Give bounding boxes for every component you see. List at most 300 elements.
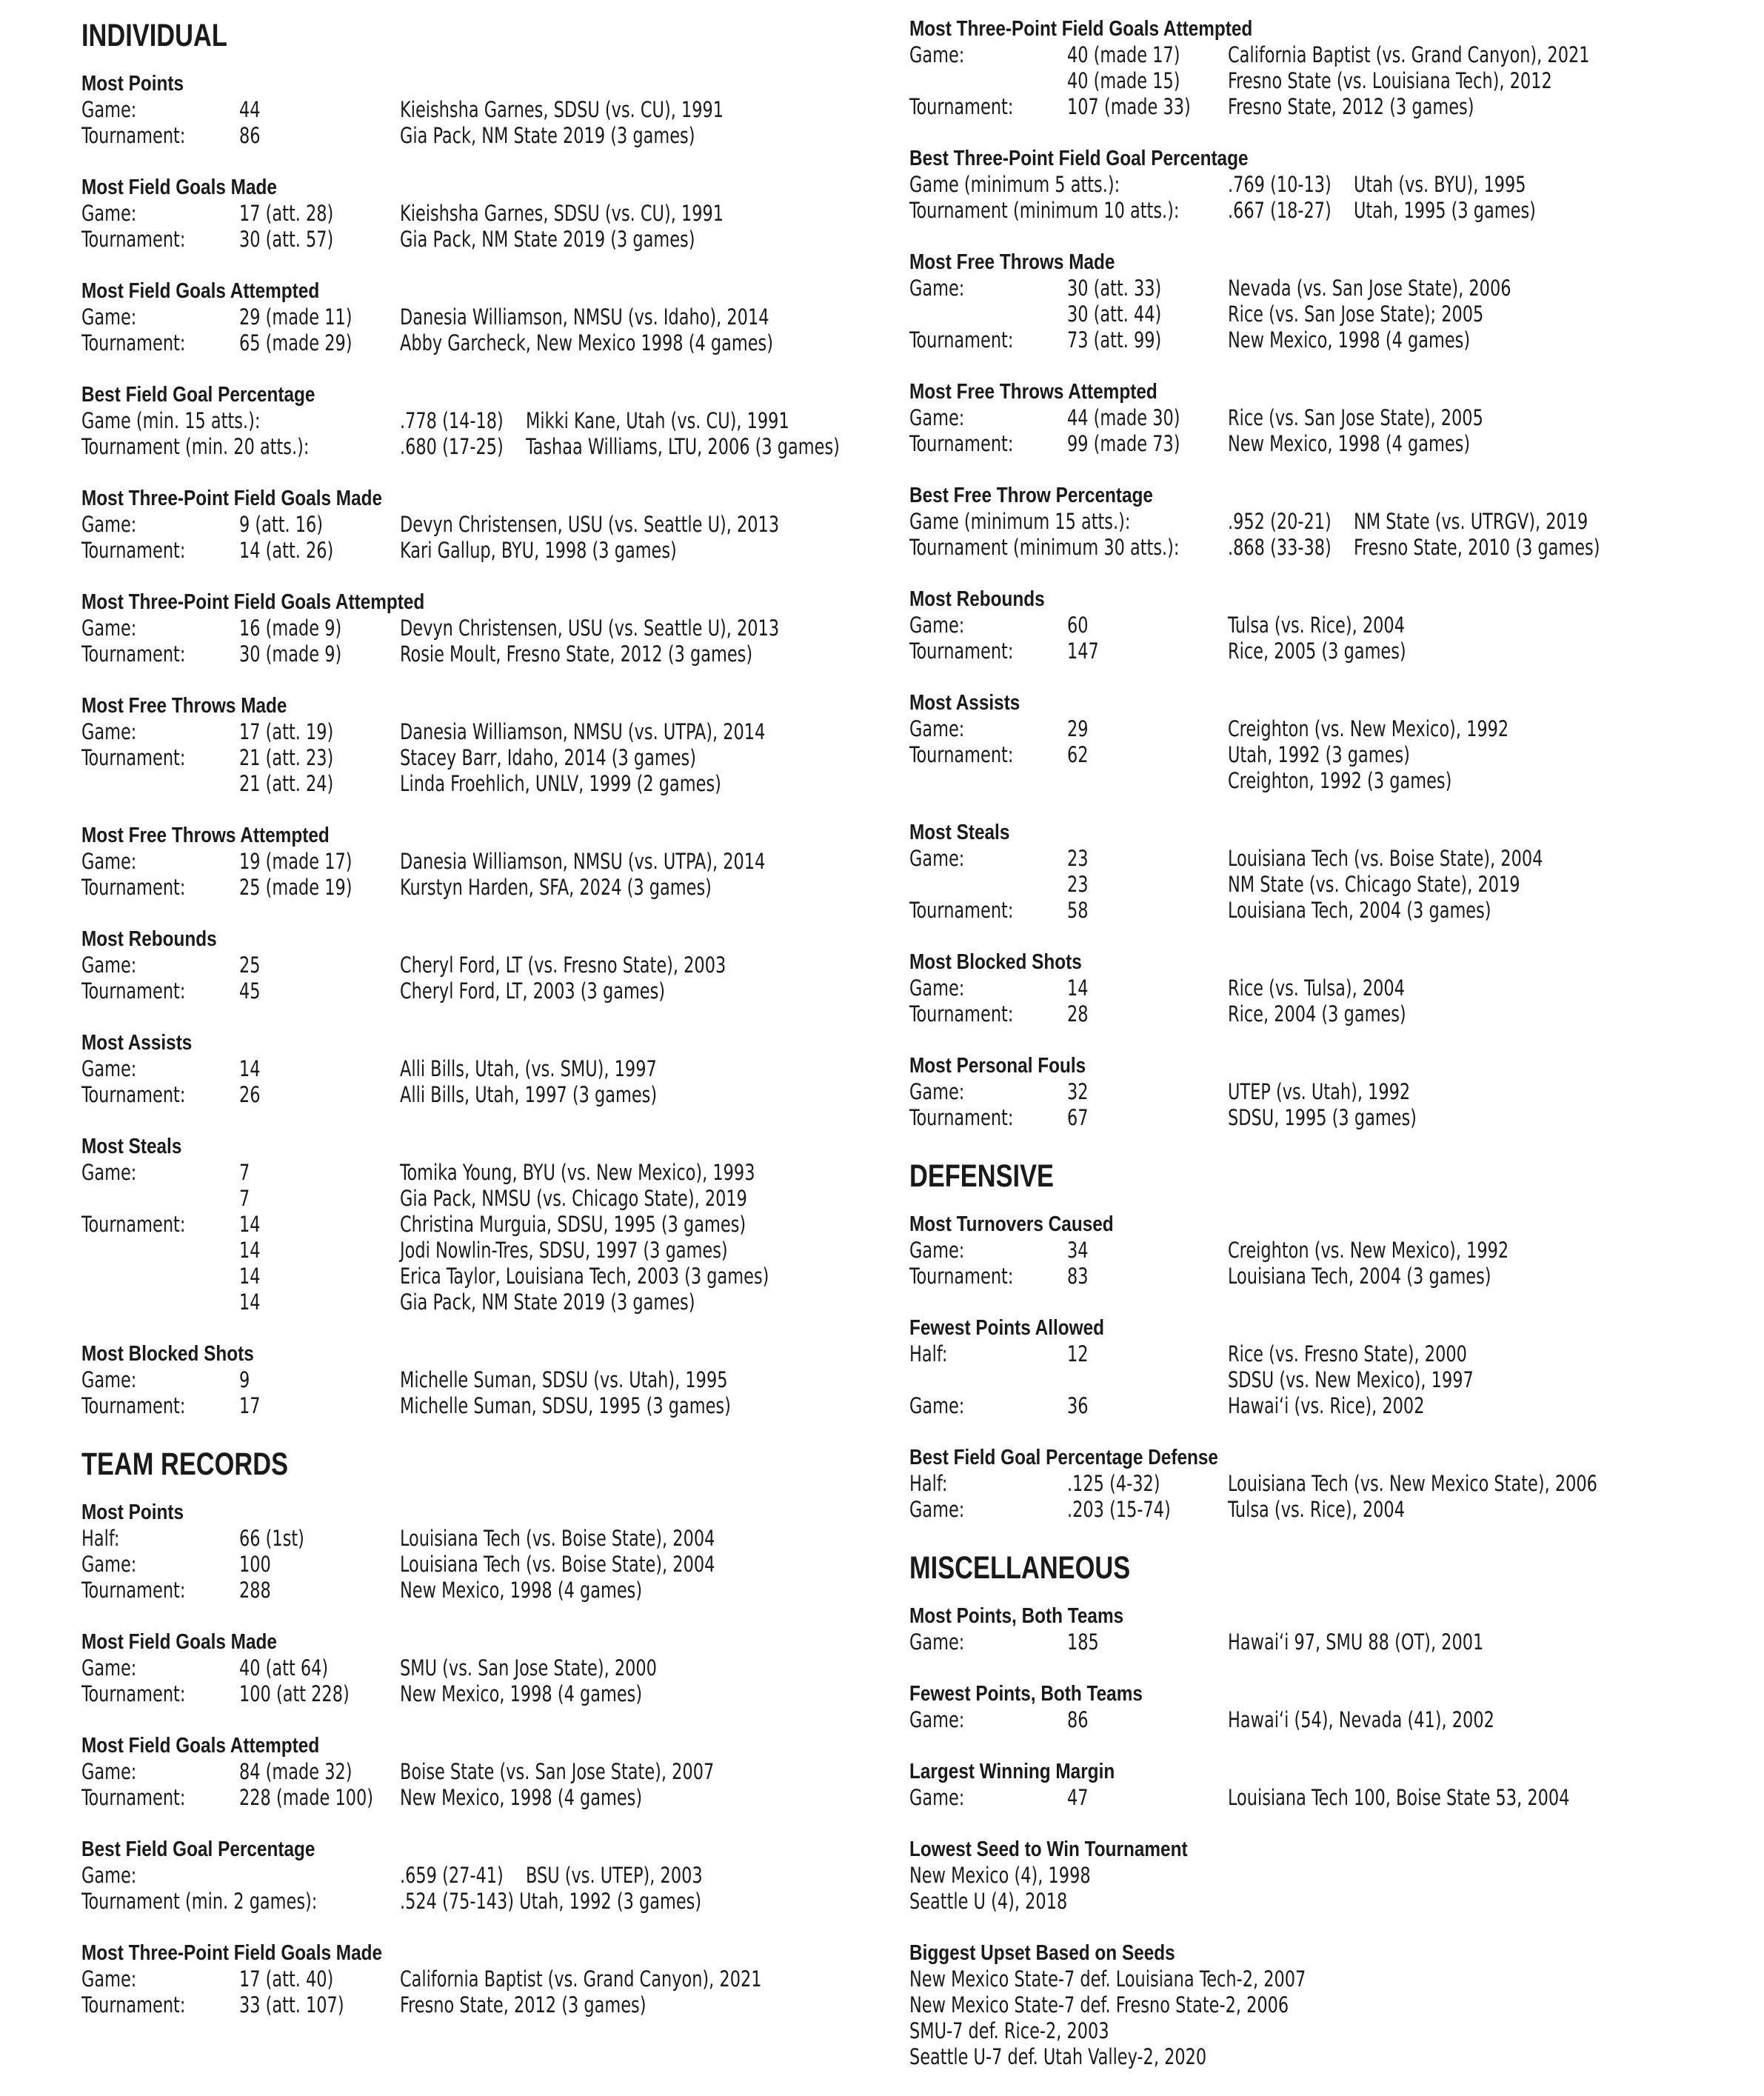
record-row xyxy=(81,1578,881,1603)
record-label: Game: xyxy=(909,276,965,301)
record-row xyxy=(909,1785,1739,1811)
record-holder: Stacey Barr, Idaho, 2014 (3 games) xyxy=(400,745,697,770)
record-holder: Cheryl Ford, LT (vs. Fresno State), 2003 xyxy=(400,952,726,978)
right-column xyxy=(909,16,1739,2096)
record-category-title: Fewest Points Allowed xyxy=(909,1316,1105,1340)
record-row xyxy=(909,613,1739,638)
record-category-title: Most Free Throws Made xyxy=(909,250,1115,274)
record-value: 36 xyxy=(1067,1393,1089,1418)
record-label: Tournament: xyxy=(909,742,1014,767)
section-title-defensive: DEFENSIVE xyxy=(909,1158,1054,1194)
record-holder: Rice, 2005 (3 games) xyxy=(1228,638,1406,664)
record-category-title: Best Field Goal Percentage xyxy=(81,383,315,407)
record-row xyxy=(909,1367,1739,1393)
record-category-title: Most Blocked Shots xyxy=(909,950,1082,974)
record-row xyxy=(81,512,881,538)
record-holder: Tomika Young, BYU (vs. New Mexico), 1993 xyxy=(400,1160,755,1185)
record-row xyxy=(81,1289,881,1315)
record-holder: Kurstyn Harden, SFA, 2024 (3 games) xyxy=(400,875,712,900)
record-groups xyxy=(81,71,881,1419)
record-value: 34 xyxy=(1067,1238,1089,1263)
record-value: 30 (att. 33) xyxy=(1067,276,1162,301)
record-row xyxy=(909,172,1739,198)
record-value: 30 (att. 57) xyxy=(239,227,334,252)
record-group xyxy=(81,693,881,797)
record-row xyxy=(81,227,881,253)
record-label: Tournament: xyxy=(909,638,1014,664)
record-value: 9 (att. 16) xyxy=(239,512,324,537)
record-holder: Devyn Christensen, USU (vs. Seattle U), 2013 xyxy=(400,615,780,641)
record-row xyxy=(81,123,881,149)
record-row xyxy=(909,1629,1739,1655)
record-row xyxy=(909,431,1739,457)
team-records-continued-section xyxy=(909,16,1739,1131)
record-value: 86 xyxy=(239,123,261,148)
record-row xyxy=(909,975,1739,1001)
record-label: Game: xyxy=(81,512,137,537)
record-group xyxy=(909,1603,1739,1655)
record-label: Tournament: xyxy=(81,1578,186,1603)
record-value: 47 xyxy=(1067,1785,1089,1810)
record-value: 14 xyxy=(239,1238,261,1263)
record-label: Tournament: xyxy=(909,1264,1014,1289)
record-category-title: Most Field Goals Made xyxy=(81,176,277,199)
record-row xyxy=(909,1001,1739,1027)
record-group xyxy=(909,1445,1739,1523)
record-label: Game: xyxy=(909,975,965,1001)
record-group xyxy=(81,1341,881,1419)
record-label: Game: xyxy=(81,1759,137,1784)
record-holder: Rosie Moult, Fresno State, 2012 (3 games) xyxy=(400,641,753,667)
record-label: Game (min. 15 atts.): xyxy=(81,408,261,433)
record-row xyxy=(81,408,881,434)
record-category-title: Best Field Goal Percentage Defense xyxy=(909,1446,1218,1469)
record-category-title: Most Steals xyxy=(81,1135,182,1158)
record-label: New Mexico State-7 def. Fresno State-2, 2006 xyxy=(909,1992,1289,2017)
record-holder: Hawai‘i (54), Nevada (41), 2002 xyxy=(1228,1707,1494,1732)
record-category-title: Most Rebounds xyxy=(81,927,217,951)
record-value: 32 xyxy=(1067,1079,1089,1104)
record-holder: Fresno State, 2012 (3 games) xyxy=(1228,94,1474,119)
record-row xyxy=(81,1056,881,1082)
record-label: Game (minimum 5 atts.): xyxy=(909,172,1120,197)
record-label: Tournament: xyxy=(81,1082,186,1107)
record-row xyxy=(909,1264,1739,1289)
record-label: Game: xyxy=(909,1393,965,1418)
record-value: 14 xyxy=(239,1289,261,1315)
record-value: 44 xyxy=(239,97,261,122)
record-holder: Fresno State, 2012 (3 games) xyxy=(400,1992,647,2017)
record-value: 17 xyxy=(239,1393,261,1418)
record-holder: Kieishsha Garnes, SDSU (vs. CU), 1991 xyxy=(400,201,724,226)
record-row xyxy=(81,952,881,978)
record-row xyxy=(909,68,1739,94)
record-label: Tournament (min. 20 atts.): xyxy=(81,434,310,459)
record-category-title: Most Free Throws Attempted xyxy=(909,380,1157,404)
record-value: 23 xyxy=(1067,872,1089,897)
record-value: .680 (17-25) xyxy=(400,434,504,459)
record-category-title: Most Turnovers Caused xyxy=(909,1212,1114,1236)
record-row xyxy=(909,535,1739,561)
record-label: Game: xyxy=(909,1238,965,1263)
record-category-title: Most Three-Point Field Goals Made xyxy=(81,487,383,510)
record-holder: Danesia Williamson, NMSU (vs. Idaho), 2014 xyxy=(400,304,769,330)
record-value: 84 (made 32) xyxy=(239,1759,353,1784)
record-groups xyxy=(909,16,1739,1131)
record-value: 60 xyxy=(1067,613,1089,638)
record-value: 12 xyxy=(1067,1341,1089,1366)
record-group xyxy=(81,823,881,901)
record-row xyxy=(81,849,881,875)
record-holder: Gia Pack, NMSU (vs. Chicago State), 2019 xyxy=(400,1186,747,1211)
record-row xyxy=(81,978,881,1004)
record-label: Game: xyxy=(81,1655,137,1681)
record-label: Game: xyxy=(81,1367,137,1392)
record-value: 40 (att 64) xyxy=(239,1655,329,1681)
record-group xyxy=(909,1212,1739,1289)
record-group xyxy=(81,1837,881,1915)
record-group xyxy=(81,927,881,1004)
record-category-title: Most Blocked Shots xyxy=(81,1342,254,1366)
record-row xyxy=(81,538,881,564)
record-holder: Rice, 2004 (3 games) xyxy=(1228,1001,1406,1027)
record-label: Tournament: xyxy=(81,1785,186,1810)
record-value: 40 (made 17) xyxy=(1067,42,1180,67)
record-row xyxy=(909,276,1739,301)
record-holder: Cheryl Ford, LT, 2003 (3 games) xyxy=(400,978,666,1004)
record-holder: Louisiana Tech (vs. Boise State), 2004 xyxy=(1228,846,1543,871)
record-holder: New Mexico, 1998 (4 games) xyxy=(1228,431,1471,456)
record-holder: Hawai‘i 97, SMU 88 (OT), 2001 xyxy=(1228,1629,1484,1655)
record-holder: NM State (vs. Chicago State), 2019 xyxy=(1228,872,1520,897)
record-value: 44 (made 30) xyxy=(1067,405,1180,430)
record-holder: Tulsa (vs. Rice), 2004 xyxy=(1228,1497,1405,1522)
record-holder: Danesia Williamson, NMSU (vs. UTPA), 2014 xyxy=(400,849,766,874)
record-value: 26 xyxy=(239,1082,261,1107)
record-value: .203 (15-74) xyxy=(1067,1497,1171,1522)
record-category-title: Most Field Goals Made xyxy=(81,1630,277,1654)
record-label: Tournament: xyxy=(81,330,186,356)
record-holder: Rice (vs. Tulsa), 2004 xyxy=(1228,975,1405,1001)
record-value: .659 (27-41) xyxy=(400,1863,504,1888)
record-value: 14 xyxy=(239,1264,261,1289)
record-holder: Fresno State (vs. Louisiana Tech), 2012 xyxy=(1228,68,1552,93)
record-holder: Rice (vs. San Jose State), 2005 xyxy=(1228,405,1483,430)
record-group xyxy=(81,175,881,253)
record-label: Game: xyxy=(909,405,965,430)
record-holder: California Baptist (vs. Grand Canyon), 2021 xyxy=(1228,42,1590,67)
record-holder: Michelle Suman, SDSU (vs. Utah), 1995 xyxy=(400,1367,728,1392)
record-label: Tournament: xyxy=(81,123,186,148)
record-holder: New Mexico, 1998 (4 games) xyxy=(1228,327,1471,353)
record-holder: Tashaa Williams, LTU, 2006 (3 games) xyxy=(526,434,840,459)
record-value: 17 (att. 19) xyxy=(239,719,334,744)
record-group xyxy=(81,1940,881,2018)
record-holder: Utah, 1995 (3 games) xyxy=(1354,198,1536,223)
record-label: Tournament: xyxy=(909,1001,1014,1027)
record-category-title: Most Assists xyxy=(909,691,1020,715)
record-group xyxy=(909,1053,1739,1131)
record-value: 14 (att. 26) xyxy=(239,538,334,563)
record-holder: California Baptist (vs. Grand Canyon), 2021 xyxy=(400,1966,762,1992)
record-value: 7 xyxy=(239,1186,250,1211)
record-value: 100 xyxy=(239,1552,271,1577)
record-group xyxy=(909,690,1739,794)
record-holder: Louisiana Tech (vs. New Mexico State), 2006 xyxy=(1228,1471,1597,1496)
record-value: 30 (made 9) xyxy=(239,641,342,667)
record-value: 14 xyxy=(239,1056,261,1081)
record-value: 21 (att. 24) xyxy=(239,771,334,796)
record-category-title: Most Three-Point Field Goals Made xyxy=(81,1941,383,1965)
record-row xyxy=(81,1367,881,1393)
record-group xyxy=(81,382,881,460)
record-value: 16 (made 9) xyxy=(239,615,342,641)
record-label: Game: xyxy=(81,1863,137,1888)
record-row xyxy=(909,509,1739,535)
record-row xyxy=(81,1966,881,1992)
record-row xyxy=(81,641,881,667)
record-label: Game: xyxy=(81,97,137,122)
record-row xyxy=(909,1992,1739,2018)
record-label: Half: xyxy=(909,1341,948,1366)
record-row xyxy=(81,1082,881,1108)
record-group xyxy=(909,587,1739,664)
record-row xyxy=(81,304,881,330)
record-holder: Creighton, 1992 (3 games) xyxy=(1228,768,1452,793)
record-row xyxy=(81,1186,881,1212)
record-groups xyxy=(909,1603,1739,2070)
record-value: 23 xyxy=(1067,846,1089,871)
record-category-title: Most Personal Fouls xyxy=(909,1054,1086,1078)
record-label: Tournament: xyxy=(81,1681,186,1706)
record-value: 17 (att. 28) xyxy=(239,201,334,226)
team-records-section xyxy=(81,1445,881,2018)
record-holder: Alli Bills, Utah, (vs. SMU), 1997 xyxy=(400,1056,657,1081)
record-row xyxy=(909,1079,1739,1105)
record-category-title: Most Three-Point Field Goals Attempted xyxy=(909,17,1253,41)
record-holder: Danesia Williamson, NMSU (vs. UTPA), 2014 xyxy=(400,719,766,744)
record-group xyxy=(909,1681,1739,1733)
record-holder: Louisiana Tech 100, Boise State 53, 2004 xyxy=(1228,1785,1570,1810)
record-category-title: Most Assists xyxy=(81,1031,193,1055)
record-value: 185 xyxy=(1067,1629,1099,1655)
record-category-title: Largest Winning Margin xyxy=(909,1760,1115,1783)
record-group xyxy=(909,1315,1739,1419)
record-row xyxy=(81,875,881,901)
record-value: .667 (18-27) xyxy=(1228,198,1332,223)
record-label: Seattle U-7 def. Utah Valley-2, 2020 xyxy=(909,2044,1207,2069)
record-group xyxy=(81,1629,881,1707)
miscellaneous-section xyxy=(909,1549,1739,2070)
record-row xyxy=(909,1471,1739,1497)
record-holder: SMU (vs. San Jose State), 2000 xyxy=(400,1655,657,1681)
record-category-title: Most Free Throws Made xyxy=(81,694,287,718)
left-column xyxy=(81,16,881,2044)
record-row xyxy=(909,94,1739,120)
record-row xyxy=(909,716,1739,742)
record-row xyxy=(81,1655,881,1681)
record-value: 83 xyxy=(1067,1264,1089,1289)
record-row xyxy=(909,1341,1739,1367)
record-category-title: Biggest Upset Based on Seeds xyxy=(909,1941,1175,1965)
individual-section xyxy=(81,16,881,1419)
record-category-title: Most Field Goals Attempted xyxy=(81,1734,320,1758)
record-label: Game: xyxy=(909,1629,965,1655)
record-value: 288 xyxy=(239,1578,271,1603)
record-group xyxy=(81,1733,881,1811)
record-holder: Kari Gallup, BYU, 1998 (3 games) xyxy=(400,538,677,563)
record-groups xyxy=(909,1212,1739,1523)
record-holder: Linda Froehlich, UNLV, 1999 (2 games) xyxy=(400,771,721,796)
record-label: Tournament: xyxy=(81,875,186,900)
record-row xyxy=(81,1160,881,1186)
record-row xyxy=(81,1889,881,1915)
record-row xyxy=(81,330,881,356)
record-value: .125 (4-32) xyxy=(1067,1471,1160,1496)
record-row xyxy=(909,1966,1739,1992)
record-label: Game: xyxy=(909,846,965,871)
record-label: Tournament: xyxy=(909,898,1014,923)
record-value: 14 xyxy=(1067,975,1089,1001)
record-value: 9 xyxy=(239,1367,250,1392)
record-value: 40 (made 15) xyxy=(1067,68,1180,93)
record-holder: Louisiana Tech (vs. Boise State), 2004 xyxy=(400,1552,715,1577)
record-holder: Alli Bills, Utah, 1997 (3 games) xyxy=(400,1082,658,1107)
record-row xyxy=(909,1393,1739,1419)
record-label: Game: xyxy=(81,615,137,641)
record-holder: Fresno State, 2010 (3 games) xyxy=(1354,535,1600,560)
record-row xyxy=(81,1785,881,1811)
record-value: 33 (att. 107) xyxy=(239,1992,344,2017)
record-label: Game: xyxy=(909,613,965,638)
record-value: 25 (made 19) xyxy=(239,875,353,900)
record-holder: Hawai‘i (vs. Rice), 2002 xyxy=(1228,1393,1425,1418)
record-label: Tournament: xyxy=(81,1992,186,2017)
record-row xyxy=(909,1889,1739,1915)
record-label: Game: xyxy=(81,1160,137,1185)
record-group xyxy=(81,486,881,564)
record-label: Game: xyxy=(81,719,137,744)
record-holder: New Mexico, 1998 (4 games) xyxy=(400,1681,643,1706)
record-holder: Nevada (vs. San Jose State), 2006 xyxy=(1228,276,1511,301)
record-value: .778 (14-18) xyxy=(400,408,504,433)
record-group xyxy=(909,820,1739,924)
record-label: Tournament: xyxy=(81,1212,186,1237)
record-holder: Creighton (vs. New Mexico), 1992 xyxy=(1228,716,1509,741)
record-group xyxy=(81,1134,881,1315)
record-holder: Rice (vs. San Jose State); 2005 xyxy=(1228,301,1484,327)
record-holder: Christina Murguia, SDSU, 1995 (3 games) xyxy=(400,1212,746,1237)
record-row xyxy=(909,846,1739,872)
record-row xyxy=(81,1212,881,1238)
record-label: Game: xyxy=(81,849,137,874)
record-holder: Utah, 1992 (3 games) xyxy=(1228,742,1410,767)
record-row xyxy=(81,1863,881,1889)
record-label: Game: xyxy=(81,304,137,330)
record-value: 7 xyxy=(239,1160,250,1185)
record-group xyxy=(909,250,1739,353)
record-group xyxy=(909,379,1739,457)
record-label: Tournament: xyxy=(81,1393,186,1418)
record-label: Half: xyxy=(81,1526,120,1551)
record-label: New Mexico (4), 1998 xyxy=(909,1863,1091,1888)
record-holder: Louisiana Tech (vs. Boise State), 2004 xyxy=(400,1526,715,1551)
record-group xyxy=(81,278,881,356)
record-row xyxy=(81,1526,881,1552)
record-category-title: Most Field Goals Attempted xyxy=(81,279,320,303)
record-value: 62 xyxy=(1067,742,1089,767)
record-row xyxy=(909,1238,1739,1264)
record-label: Game: xyxy=(909,716,965,741)
record-holder: Michelle Suman, SDSU, 1995 (3 games) xyxy=(400,1393,731,1418)
record-label: Tournament: xyxy=(909,1105,1014,1130)
record-category-title: Fewest Points, Both Teams xyxy=(909,1682,1143,1706)
record-value: .524 (75-143) Utah, 1992 (3 games) xyxy=(400,1889,702,1914)
record-label: Half: xyxy=(909,1471,948,1496)
record-row xyxy=(81,97,881,123)
record-row xyxy=(81,1992,881,2018)
record-row xyxy=(909,1863,1739,1889)
record-label: Tournament: xyxy=(909,327,1014,353)
record-value: .769 (10-13) xyxy=(1228,172,1332,197)
record-row xyxy=(909,42,1739,68)
record-category-title: Best Three-Point Field Goal Percentage xyxy=(909,147,1249,170)
record-holder: Gia Pack, NM State 2019 (3 games) xyxy=(400,123,695,148)
record-label: Game: xyxy=(909,1497,965,1522)
record-row xyxy=(909,2018,1739,2044)
record-label: Game: xyxy=(909,1707,965,1732)
record-group xyxy=(81,590,881,667)
record-row xyxy=(81,719,881,745)
record-row xyxy=(909,1105,1739,1131)
record-groups xyxy=(81,1500,881,2018)
record-value: 100 (att 228) xyxy=(239,1681,350,1706)
record-label: Game: xyxy=(909,42,965,67)
record-value: 45 xyxy=(239,978,261,1004)
record-value: 21 (att. 23) xyxy=(239,745,334,770)
record-holder: SDSU (vs. New Mexico), 1997 xyxy=(1228,1367,1474,1392)
record-value: 29 xyxy=(1067,716,1089,741)
record-row xyxy=(81,1393,881,1419)
record-row xyxy=(909,1707,1739,1733)
record-holder: UTEP (vs. Utah), 1992 xyxy=(1228,1079,1411,1104)
record-holder: Abby Garcheck, New Mexico 1998 (4 games) xyxy=(400,330,773,356)
record-label: New Mexico State-7 def. Louisiana Tech-2, 2007 xyxy=(909,1966,1306,1992)
record-row xyxy=(909,898,1739,924)
record-holder: New Mexico, 1998 (4 games) xyxy=(400,1578,643,1603)
record-value: 86 xyxy=(1067,1707,1089,1732)
record-row xyxy=(81,615,881,641)
record-label: Tournament: xyxy=(81,227,186,252)
record-holder: New Mexico, 1998 (4 games) xyxy=(400,1785,643,1810)
record-row xyxy=(909,1497,1739,1523)
record-row xyxy=(81,434,881,460)
defensive-section xyxy=(909,1157,1739,1523)
record-value: 14 xyxy=(239,1212,261,1237)
record-label: Game: xyxy=(81,1552,137,1577)
record-label: Game: xyxy=(909,1079,965,1104)
record-label: Tournament (minimum 30 atts.): xyxy=(909,535,1180,560)
record-category-title: Lowest Seed to Win Tournament xyxy=(909,1838,1188,1861)
record-row xyxy=(909,768,1739,794)
record-label: Game: xyxy=(81,201,137,226)
record-holder: Louisiana Tech, 2004 (3 games) xyxy=(1228,898,1491,923)
record-value: 30 (att. 44) xyxy=(1067,301,1162,327)
record-holder: Jodi Nowlin-Tres, SDSU, 1997 (3 games) xyxy=(400,1238,728,1263)
record-label: Game (minimum 15 atts.): xyxy=(909,509,1131,534)
record-category-title: Most Points xyxy=(81,1501,184,1524)
section-title-team-records: TEAM RECORDS xyxy=(81,1446,289,1482)
